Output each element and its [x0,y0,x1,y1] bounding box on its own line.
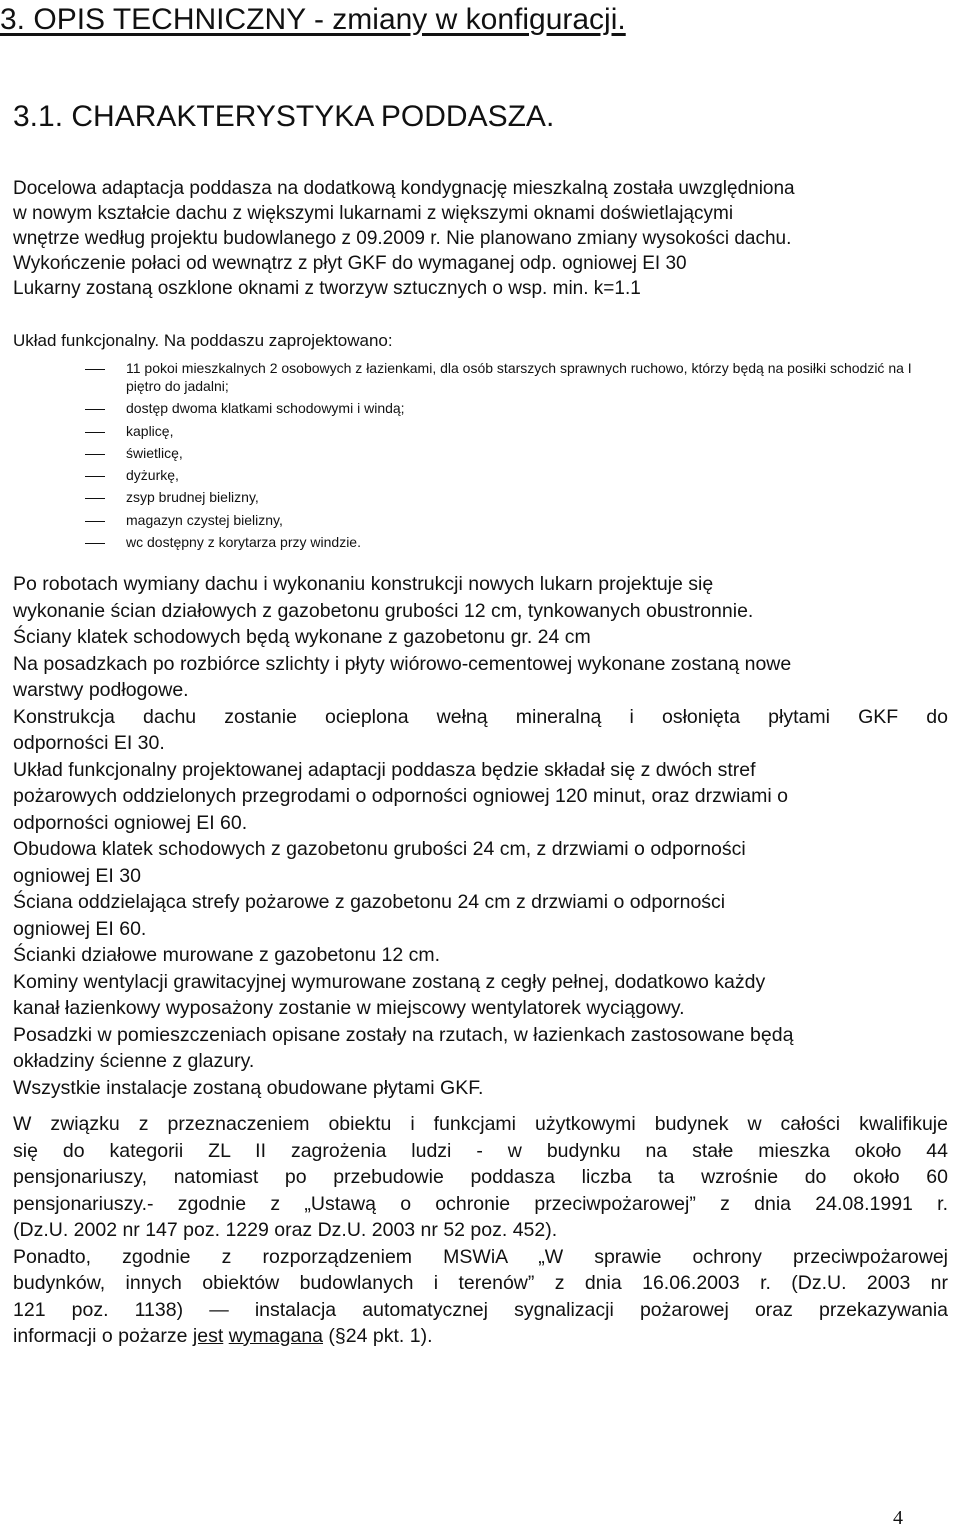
list-item: zsyp brudnej bielizny, [85,488,945,506]
body-line: Układ funkcjonalny projektowanej adaptacji poddasza będzie składał się z dwóch stref [13,758,756,781]
body-line: odporności EI 30. [13,732,165,754]
body-line: pożarowych oddzielonych przegrodami o odporności ogniowej 120 minut, oraz drzwiami o [13,785,788,807]
body-line: Kominy wentylacji grawitacyjnej wymurowane zostaną z cegły pełnej, dodatkowo każdy [13,970,766,993]
body-line: warstwy podłogowe. [13,679,189,701]
intro-line: Lukarny zostaną oszklone oknami z tworzyw sztucznych o wsp. min. k=1.1 [13,278,641,299]
text-span: (§24 pkt. 1). [323,1325,433,1347]
functional-layout-intro: Układ funkcjonalny. Na poddaszu zaprojektowano: [13,331,393,350]
body-line: (Dz.U. 2002 nr 147 poz. 1229 oraz Dz.U. 2003 nr 52 poz. 452). [13,1219,558,1241]
body-line: 121 poz. 1138) — instalacja automatycznej sygnalizacji pożarowej oraz przekazywania [13,1298,948,1321]
intro-line: Wykończenie połaci od wewnątrz z płyt GKF do wymaganej odp. ogniowej EI 30 [13,253,687,274]
body-line: Po robotach wymiany dachu i wykonaniu konstrukcji nowych lukarn projektuje się [13,573,714,595]
list-item: dyżurkę, [85,466,945,484]
body-line: budynków, innych obiektów budowlanych i terenów” z dnia 16.06.2003 r. (Dz.U. 2003 nr [13,1272,948,1294]
body-line-last [13,1323,948,1350]
list-item: 11 pokoi mieszkalnych 2 osobowych z łazienkami, dla osób starszych sprawnych ruchowo, którzy będą na posiłki schodzić na I piętro do jadalni; [85,359,945,395]
body-line: Na posadzkach po rozbiórce szlichty i płyty wiórowo-cementowej wykonane zostaną nowe [13,652,792,675]
body-line: W związku z przeznaczeniem obiektu i funkcjami użytkowymi budynek w całości kwalifikuje [13,1113,948,1135]
body-line: kanał łazienkowy wyposażony zostanie w miejscowy wentylatorek wyciągowy. [13,997,685,1019]
body-line: ogniowej EI 60. [13,917,147,940]
body-line: Konstrukcja dachu zostanie ocieplona wełną mineralną i osłonięta płytami GKF do [13,705,948,728]
body-line: się do kategorii ZL II zagrożenia ludzi - w budynku na stałe mieszka około 44 [13,1139,948,1162]
construction-description [13,571,948,1101]
subsection-heading: 3.1. CHARAKTERYSTYKA PODDASZA. [13,100,555,133]
body-line: wykonanie ścian działowych z gazobetonu grubości 12 cm, tynkowanych obustronnie. [13,599,754,622]
underlined-word: wymagana [228,1325,324,1347]
fire-safety-paragraph [13,1111,948,1350]
body-line: pensjonariuszy, natomiast po przebudowie poddasza liczba ta wzrośnie do około 60 [13,1166,948,1188]
intro-line: wnętrze według projektu budowlanego z 09.2009 r. Nie planowano zmiany wysokości dachu. [13,228,792,249]
list-item: świetlicę, [85,444,945,462]
body-line: Ponadto, zgodnie z rozporządzeniem MSWiA „W sprawie ochrony przeciwpożarowej [13,1245,948,1268]
list-item: dostęp dwoma klatkami schodowymi i windą; [85,399,945,417]
text-span: informacji o pożarze [13,1325,193,1347]
body-line: odporności ogniowej EI 60. [13,811,248,834]
list-item: kaplicę, [85,422,945,440]
intro-paragraph [13,176,958,301]
page-number: 4 [893,1507,903,1529]
intro-line: Docelowa adaptacja poddasza na dodatkową kondygnację mieszkalną została uwzględniona [13,178,795,199]
list-item: wc dostępny z korytarza przy windzie. [85,533,945,551]
functional-list [85,359,945,555]
body-line: ogniowej EI 30 [13,864,141,887]
body-line: okładziny ścienne z glazury. [13,1050,255,1072]
body-line: Ściana oddzielająca strefy pożarowe z gazobetonu 24 cm z drzwiami o odporności [13,891,726,913]
body-line: Posadzki w pomieszczeniach opisane zostały na rzutach, w łazienkach zastosowane będą [13,1023,794,1046]
body-line: pensjonariuszy.- zgodnie z „Ustawą o ochronie przeciwpożarowej” z dnia 24.08.1991 r. [13,1192,948,1215]
section-heading: 3. OPIS TECHNICZNY - zmiany w konfiguracji. [0,3,626,36]
body-line: Obudowa klatek schodowych z gazobetonu grubości 24 cm, z drzwiami o odporności [13,838,746,860]
body-line: Ściany klatek schodowych będą wykonane z gazobetonu gr. 24 cm [13,626,591,648]
underlined-word: jest [192,1325,224,1347]
list-item: magazyn czystej bielizny, [85,511,945,529]
body-line: Wszystkie instalacje zostaną obudowane płytami GKF. [13,1076,484,1099]
intro-line: w nowym kształcie dachu z większymi lukarnami z większymi oknami doświetlającymi [13,203,734,224]
body-line: Ścianki działowe murowane z gazobetonu 12 cm. [13,944,441,966]
